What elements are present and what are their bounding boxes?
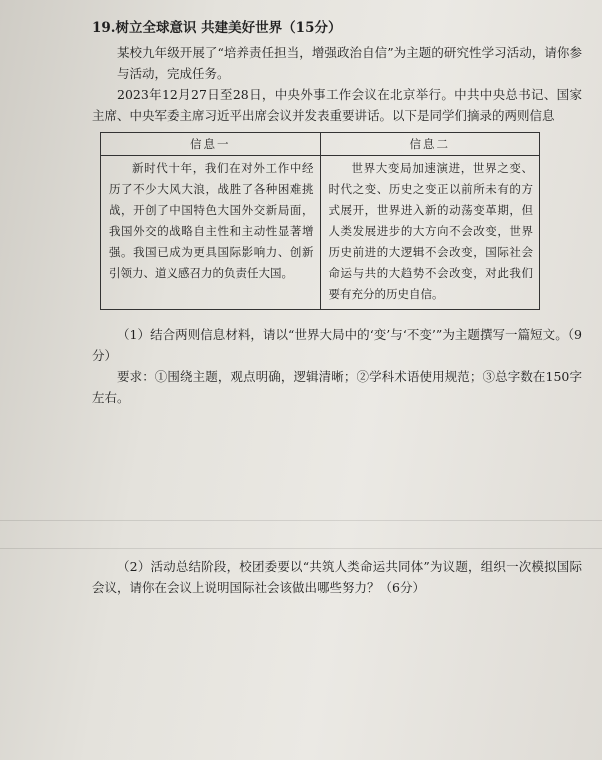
- intro-paragraph-2: 2023年12月27日至28日，中央外事工作会议在北京举行。中共中央总书记、国家主席、中央军委主席习近平出席会议并发表重要讲话。以下是同学们摘录的两则信息: [92, 87, 582, 123]
- question-title: 19.树立全球意识 共建美好世界（15分）: [92, 20, 342, 36]
- intro-paragraph-1: 某校九年级开展了“培养责任担当，增强政治自信”为主题的研究性学习活动，请你参与活动，完成任务。: [117, 45, 582, 81]
- info-table: [100, 132, 540, 310]
- info-header-2: 信息二: [320, 133, 540, 156]
- info-header-1: 信息一: [101, 133, 321, 156]
- info-cell-1: 新时代十年，我们在对外工作中经历了不少大风大浪，战胜了各种困难挑战，开创了中国特色大国外交新局面，我国外交的战略自主性和主动性显著增强。我国已成为更具国际影响力、创新引领力、道义感召力的负责任大国。: [101, 156, 321, 310]
- answer-space-1: [92, 408, 582, 556]
- info-cell-2: 世界大变局加速演进，世界之变、时代之变、历史之变正以前所未有的方式展开，世界进入新的动荡变革期，但人类发展进步的大方向不会改变，世界历史前进的大逻辑不会改变，国际社会命运与共的大趋势不会改变，对此我们要有充分的历史自信。: [320, 156, 540, 310]
- part-1-question: （1）结合两则信息材料，请以“世界大局中的‘变’与‘不变’”为主题撰写一篇短文。（9分）: [92, 327, 582, 363]
- question-block: [92, 18, 582, 598]
- part-1-requirement: 要求：①围绕主题，观点明确，逻辑清晰；②学科术语使用规范；③总字数在150字左右。: [92, 369, 582, 405]
- part-2-question: （2）活动总结阶段，校团委要以“共筑人类命运共同体”为议题，组织一次模拟国际会议，请你在会议上说明国际社会该做出哪些努力？（6分）: [92, 559, 582, 595]
